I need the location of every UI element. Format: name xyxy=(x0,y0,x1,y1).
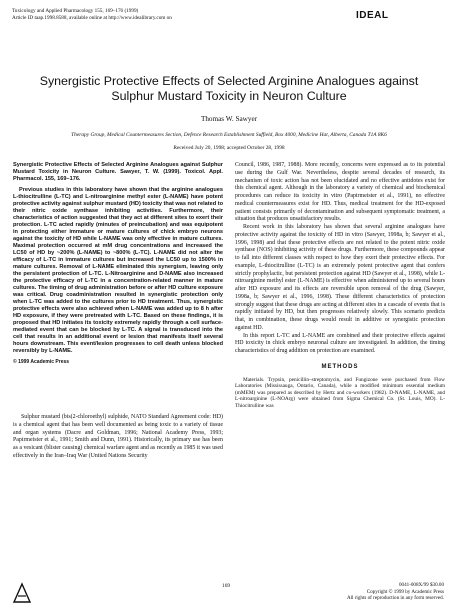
page-number: 169 xyxy=(222,583,231,589)
publisher-logo-icon xyxy=(12,582,32,604)
journal-citation: Toxicology and Applied Pharmacology 155, 169–176 (1999) xyxy=(12,8,139,14)
abstract-citation: Synergistic Protective Effects of Selected Arginine Analogues against Sulphur Mustard Toxicity in Neuron Culture. Sawyer, T. W. (1999). Toxicol. Appl. Pharmacol. 155, 169–176. xyxy=(13,162,223,182)
issn-price: 0041-008X/99 $30.00 xyxy=(399,582,444,588)
body-paragraph-3: In this report L-TC and L-NAME are combined and their protective effects against HD toxicity in chick embryo neuronal culture are investigated. In addition, the timing characteristics of drug addition on protection are examined. xyxy=(235,332,445,354)
intro-left xyxy=(13,414,223,461)
received-dates: Received July 20, 1998; accepted October 28, 1998 xyxy=(173,145,285,151)
abstract-body: Previous studies in this laboratory have shown that the arginine analogues L-thiocitrulline (L-TC) and L-nitroarginine methyl ester (L-NAME) have potent protective activity against sulphur mustard (HD) toxicity that was not related to their nitric oxide synthase inhibiting activities. Furthermore, their characteristics of action suggested that they act at different sites to exert their protection. L-TC acted rapidly (minutes of preincubation) and was equipotent in protecting either immature or mature cultures of chick embryo neurons against the toxicity of HD while L-NAME was only effective in mature cultures. Maximal protection occurred at mM drug concentrations and increased the LC50 of HD by ~200% (L-NAME) to ~800% (L-TC). L-NAME did not alter the efficacy of L-TC in immature cultures but increased the LC50 up to 1500% in mature cultures. Removal of L-NAME eliminated this synergism, leaving only the persistent protection of L-TC. L-Nitroarginine and D-NAME also increased the protective efficacy of L-TC in a concentration-related manner in mature cultures. The timing of drug administration before or after HD culture exposure was critical. Drug coadministration resulted in synergistic protection only when L-TC was added to the cultures prior to HD treatment. Thus, synergistic protective effects were also achieved when L-NAME was added up to 8 h after HD exposure, if they were pretreated with L-TC. Based on these findings, it is proposed that HD initiates its toxicity extremely rapidly through a cell surface-mediated event that can be blocked by L-TC. A signal is transduced into the cell that results in an additional event or lesion that manifests itself several hours downstream. This event/lesion progresses to cell death unless blocked reversibly by L-NAME. xyxy=(13,187,223,354)
footer-rights xyxy=(347,582,444,602)
rights-line: All rights of reproduction in any form reserved. xyxy=(346,595,444,602)
methods-paragraph: Materials. Trypsin, penicillin–streptomycin, and Fungizone were purchased from Flow Laboratories (Mississauga, Ontario, Canada), while a modified minimum essential medium (mMEM) was prepared as described by Hertz and co-workers (1982). D-NAME, L-NAME, and L-nitroarginine (L-NOArg) were obtained from Sigma Chemical Co. (St. Louis, MO). L-Thiocitrulline was xyxy=(235,376,445,409)
paper-title: Synergistic Protective Effects of Selected Arginine Analogues against Sulphur Mustard Toxicity in Neuron Culture xyxy=(39,74,419,103)
article-id-line: Article ID taap.1998.8588, available online at http://www.idealibrary.com on xyxy=(12,15,172,22)
ideal-logo-text: IDEAL xyxy=(356,10,389,21)
ideal-logo xyxy=(356,10,389,21)
body-paragraph-1: Council, 1986, 1987, 1988). More recently, concerns were expressed as to its potential use during the Gulf War. Nevertheless, despite several decades of research, its mechanism of toxic action has not been elucidated and no effective antidotes exist for this chemical agent. Although in the laboratory a variety of chemical and biochemical procedures can reduce its toxicity in vitro (Papirmeister et al., 1991), no effective medical countermeasures exist for HD. Thus, medical treatment for the HD-exposed patient consists primarily of decontamination and subsequent symptomatic treatment, a situation that produces unsatisfactory results. xyxy=(235,162,445,223)
left-column xyxy=(13,162,223,461)
copyright-line: Copyright © 1999 by Academic Press xyxy=(366,588,444,595)
running-header xyxy=(12,8,172,22)
methods-heading: METHODS xyxy=(321,363,359,370)
intro-paragraph: Sulphur mustard (bis(2-chloroethyl) sulphide, NATO Standard Agreement code: HD) is a chemical agent that has been well documented as being toxic to a variety of tissue and organ systems (Dacre and Goldman, 1996; National Academy Press, 1993; Papirmeister et al., 1991; Smith and Dunn, 1991). Historically, its primary use has been as a vesicant (blister causing) chemical warfare agent and as recently as 1985 it was used effectively in the Iran–Iraq War (United Nations Security xyxy=(13,414,223,459)
abstract-copyright: © 1999 Academic Press xyxy=(13,359,70,365)
body-paragraph-2: Recent work in this laboratory has shown that several arginine analogues have protective activity against the toxicity of HD in vitro (Sawyer, 1998a, b; Sawyer et al., 1996, 1998) and that these protective effects are not related to the potent nitric oxide synthase (NOS) inhibiting activity of these drugs. Furthermore, these compounds appear to fall into different classes with respect to how they exert their protective effects. For example, L-thiocitrulline (L-TC) is an extremely potent protective agent that confers strictly prophylactic, but persistent protection against HD (Sawyer et al., 1998), while L-nitroarginine methyl ester (L-NAME) is effective when administered up to several hours after HD exposure and its effects are reversible upon removal of the drug (Sawyer, 1998a, b; Sawyer et al., 1996, 1998). These different characteristics of protection strongly suggest that these drugs are acting at different sites in a cascade of events that is rapidly initiated by HD, but then progresses relatively slowly. This scenario predicts that, in combination, these drugs would result in additive or synergistic protection against HD. xyxy=(235,224,445,331)
abstract xyxy=(13,162,223,366)
right-column xyxy=(235,162,445,409)
author-name: Thomas W. Sawyer xyxy=(200,115,258,123)
column-spacer xyxy=(13,366,223,414)
affiliation: Therapy Group, Medical Countermeasures Section, Defence Research Establishment Suffield, Box 4000, Medicine Hat, Alberta, Canada T1A 8K6 xyxy=(71,132,387,138)
